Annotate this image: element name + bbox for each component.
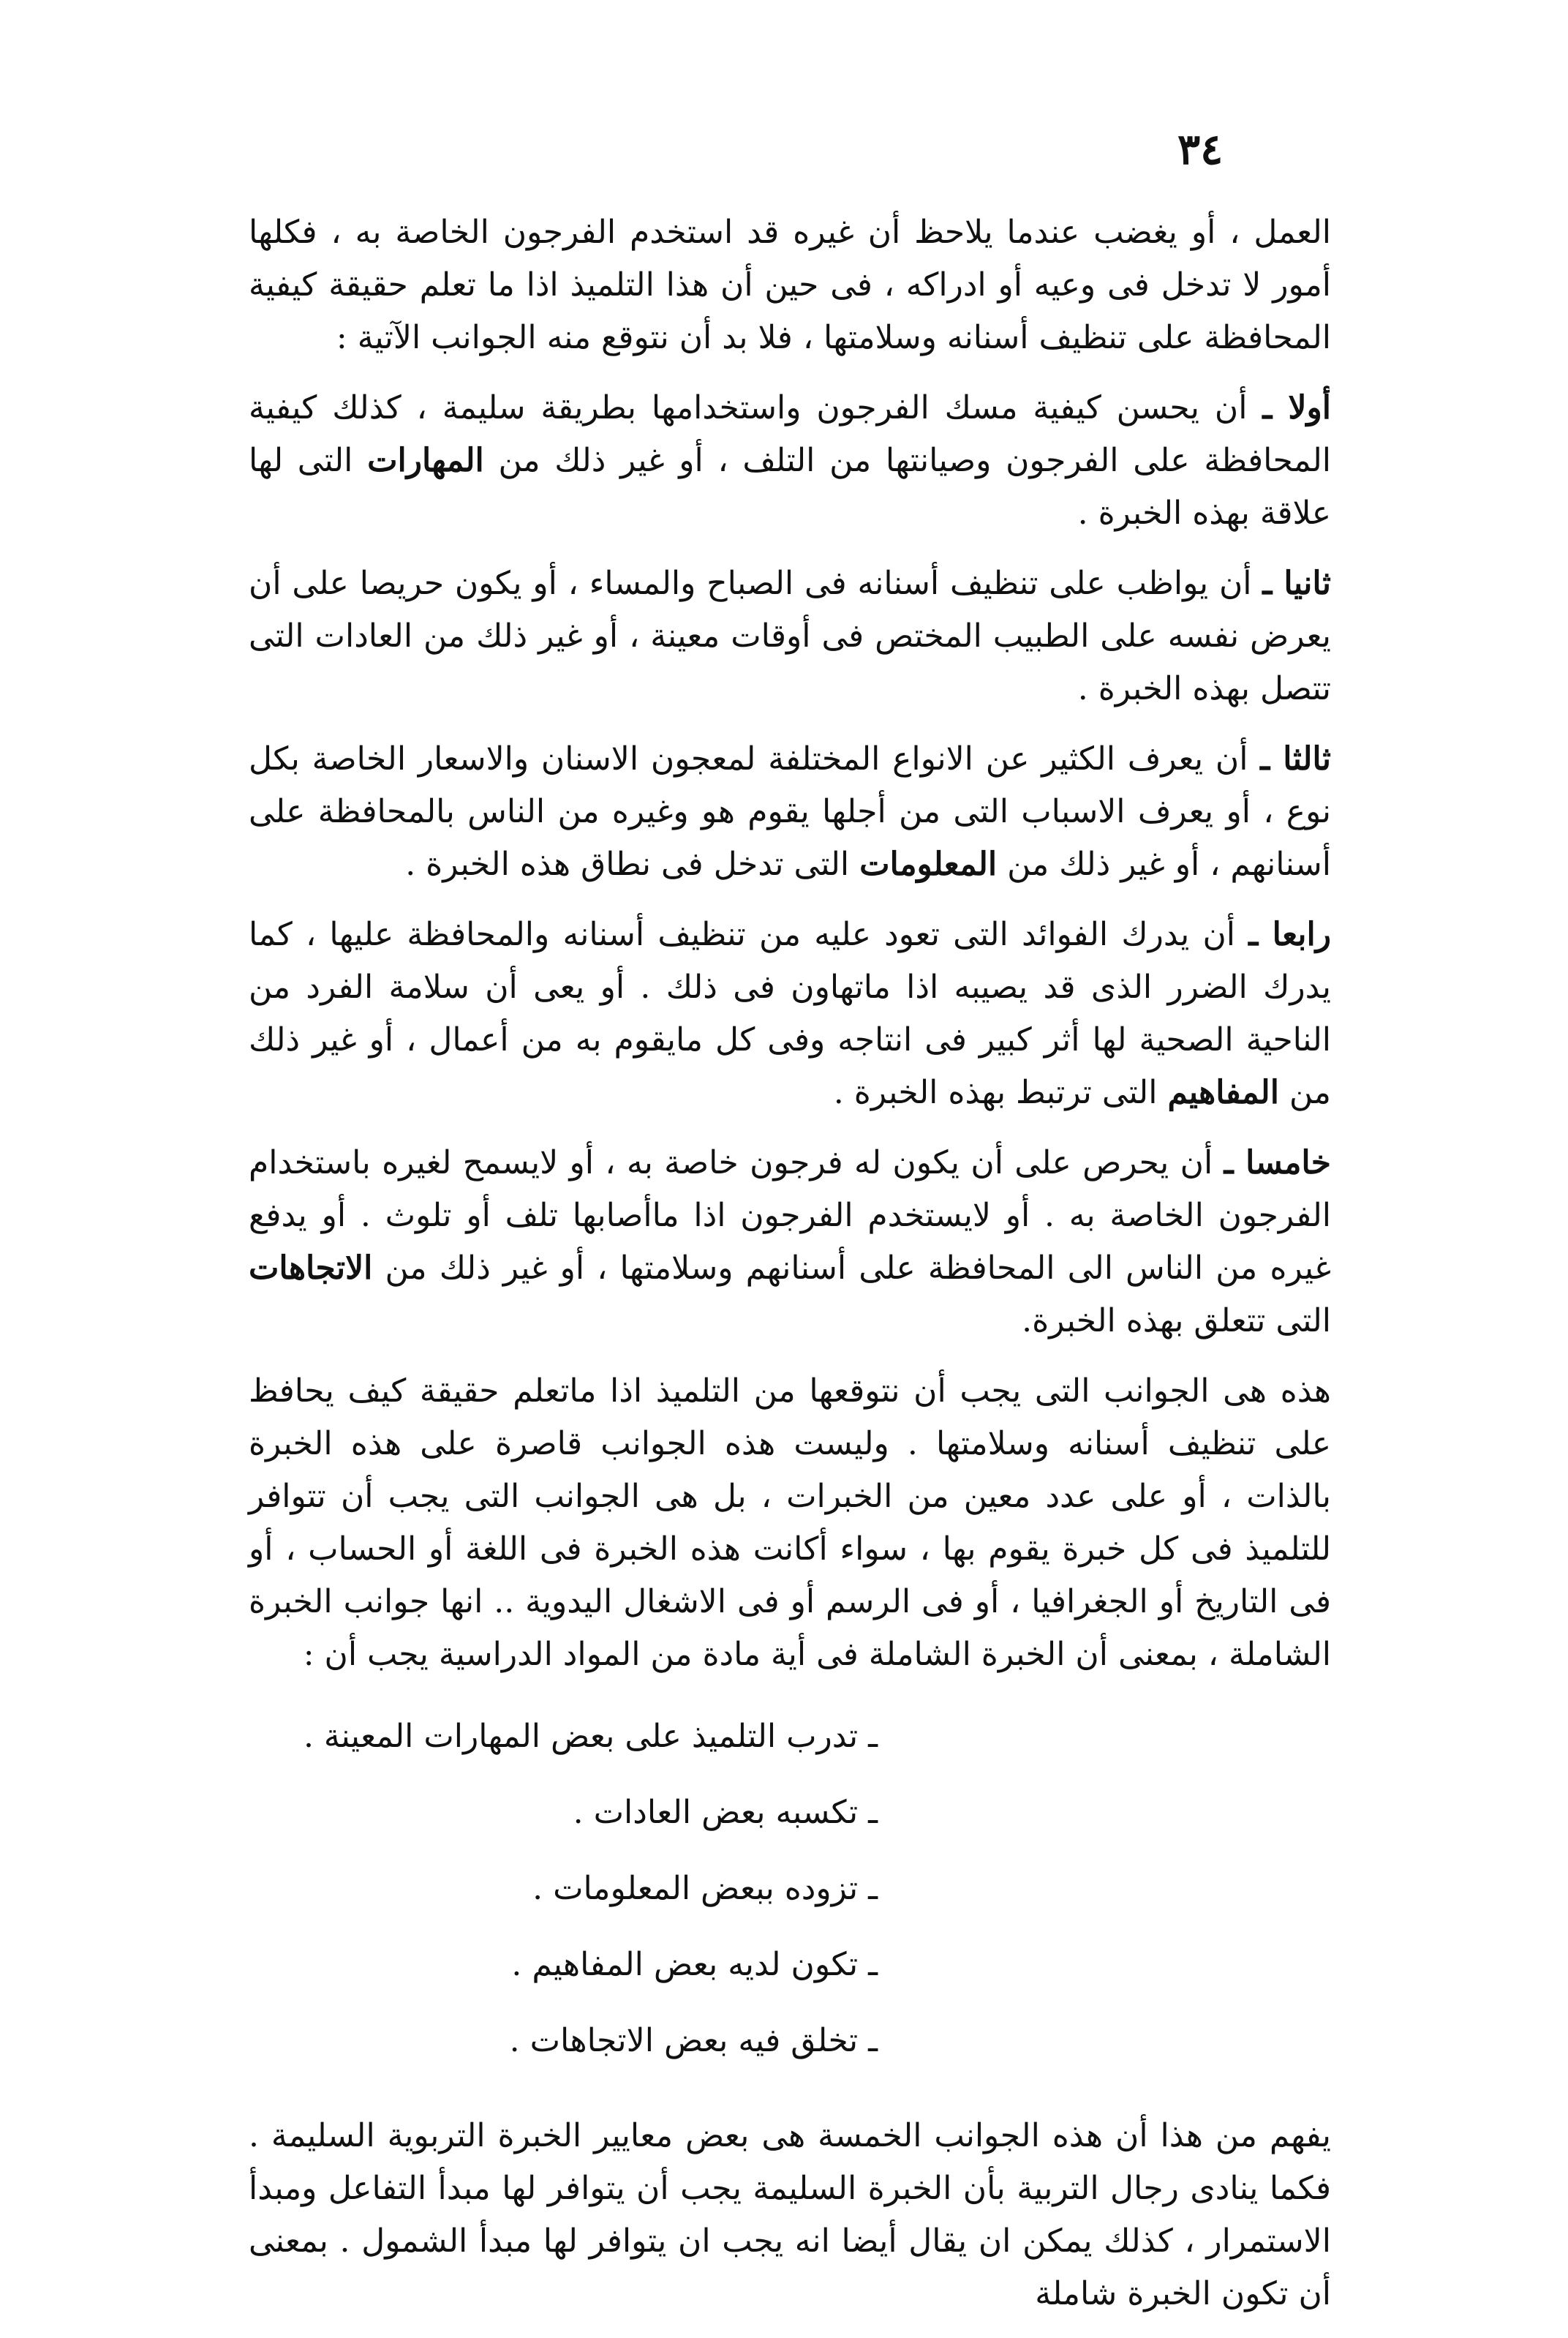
point-text-end: التى ترتبط بهذه الخبرة . <box>833 1074 1168 1111</box>
point-text-end: التى تتعلق بهذه الخبرة. <box>1022 1302 1331 1339</box>
list-item: ـ تكسبه بعض العادات . <box>573 1794 878 1831</box>
point-keyword: المهارات <box>367 442 484 479</box>
point-fourth <box>249 909 1331 1119</box>
point-first <box>249 382 1331 540</box>
point-text: أن يعرف الكثير عن الانواع المختلفة لمعجون الاسنان والاسعار الخاصة بكل نوع ، أو يعرف الاسباب التى من أجلها يقوم هو وغيره من الناس بالمحافظة على أسنانهم ، أو غير ذلك من <box>249 740 1331 883</box>
point-text-end: التى تدخل فى نطاق هذه الخبرة . <box>405 846 860 883</box>
point-text-end: التى لها علاقة بهذه الخبرة . <box>249 442 1331 532</box>
point-keyword: المعلومات <box>859 846 998 883</box>
list-item: ـ تخلق فيه بعض الاتجاهات . <box>509 2022 878 2059</box>
point-fifth <box>249 1137 1331 1347</box>
list-item: ـ تزوده ببعض المعلومات . <box>532 1870 878 1907</box>
point-lead: خامسا ـ <box>1224 1144 1331 1181</box>
intro-paragraph: العمل ، أو يغضب عندما يلاحظ أن غيره قد استخدم الفرجون الخاصة به ، فكلها أمور لا تدخل فى وعيه أو ادراكه ، فى حين أن هذا التلميذ اذا ما تعلم حقيقة كيفية المحافظة على تنظيف أسنانه وسلامتها ، فلا بد أن نتوقع منه الجوانب الآتية : <box>249 214 1331 356</box>
point-lead: أولا ـ <box>1262 389 1331 426</box>
point-text: أن يحسن كيفية مسك الفرجون واستخدامها بطريقة سليمة ، كذلك كيفية المحافظة على الفرجون وصيانتها من التلف ، أو غير ذلك من <box>249 389 1331 479</box>
point-text: أن يحرص على أن يكون له فرجون خاصة به ، أو لايسمح لغيره باستخدام الفرجون الخاصة به . أو لايستخدم الفرجون اذا ماأصابها تلف أو تلوث . أو يدفع غيره من الناس الى المحافظة على أسنانهم وسلامتها ، أو غير ذلك من <box>249 1144 1331 1287</box>
experience-aspects-list <box>249 1699 1331 2079</box>
point-lead: ثالثا ـ <box>1260 740 1331 778</box>
page-number: ٣٤ <box>1177 124 1224 174</box>
point-lead: رابعا ـ <box>1248 916 1332 953</box>
list-item: ـ تكون لديه بعض المفاهيم . <box>511 1946 878 1983</box>
list-item: ـ تدرب التلميذ على بعض المهارات المعينة . <box>303 1718 878 1755</box>
conclusion-paragraph: يفهم من هذا أن هذه الجوانب الخمسة هى بعض معايير الخبرة التربوية السليمة . فكما ينادى رجال التربية بأن الخبرة السليمة يجب أن يتوافر لها مبدأ التفاعل ومبدأ الاستمرار ، كذلك يمكن ان يقال أيضا انه يجب ان يتوافر لها مبدأ الشمول . بمعنى أن تكون الخبرة شاملة <box>249 2117 1331 2312</box>
page-text <box>249 206 1331 2338</box>
point-text: أن يدرك الفوائد التى تعود عليه من تنظيف أسنانه والمحافظة عليها ، كما يدرك الضرر الذى قد يصيبه اذا ماتهاون فى ذلك . أو يعى أن سلامة الفرد من الناحية الصحية لها أثر كبير فى انتاجه وفى كل مايقوم به من أعمال ، أو غير ذلك من <box>249 916 1331 1111</box>
summary-paragraph: هذه هى الجوانب التى يجب أن نتوقعها من التلميذ اذا ماتعلم حقيقة كيف يحافظ على تنظيف أسنانه وسلامتها . وليست هذه الجوانب قاصرة على هذه الخبرة بالذات ، أو على عدد معين من الخبرات ، بل هى الجوانب التى يجب أن تتوافر للتلميذ فى كل خبرة يقوم بها ، سواء أكانت هذه الخبرة فى اللغة أو الحساب ، أو فى التاريخ أو الجغرافيا ، أو فى الرسم أو فى الاشغال اليدوية .. انها جوانب الخبرة الشاملة ، بمعنى أن الخبرة الشاملة فى أية مادة من المواد الدراسية يجب أن : <box>249 1372 1331 1673</box>
point-lead: ثانيا ـ <box>1262 565 1332 602</box>
point-keyword: الاتجاهات <box>249 1249 373 1287</box>
point-second <box>249 557 1331 715</box>
point-text: أن يواظب على تنظيف أسنانه فى الصباح والمساء ، أو يكون حريصا على أن يعرض نفسه على الطبيب المختص فى أوقات معينة ، أو غير ذلك من العادات التى تتصل بهذه الخبرة . <box>249 565 1331 707</box>
point-keyword: المفاهيم <box>1167 1074 1279 1111</box>
point-third <box>249 733 1331 891</box>
